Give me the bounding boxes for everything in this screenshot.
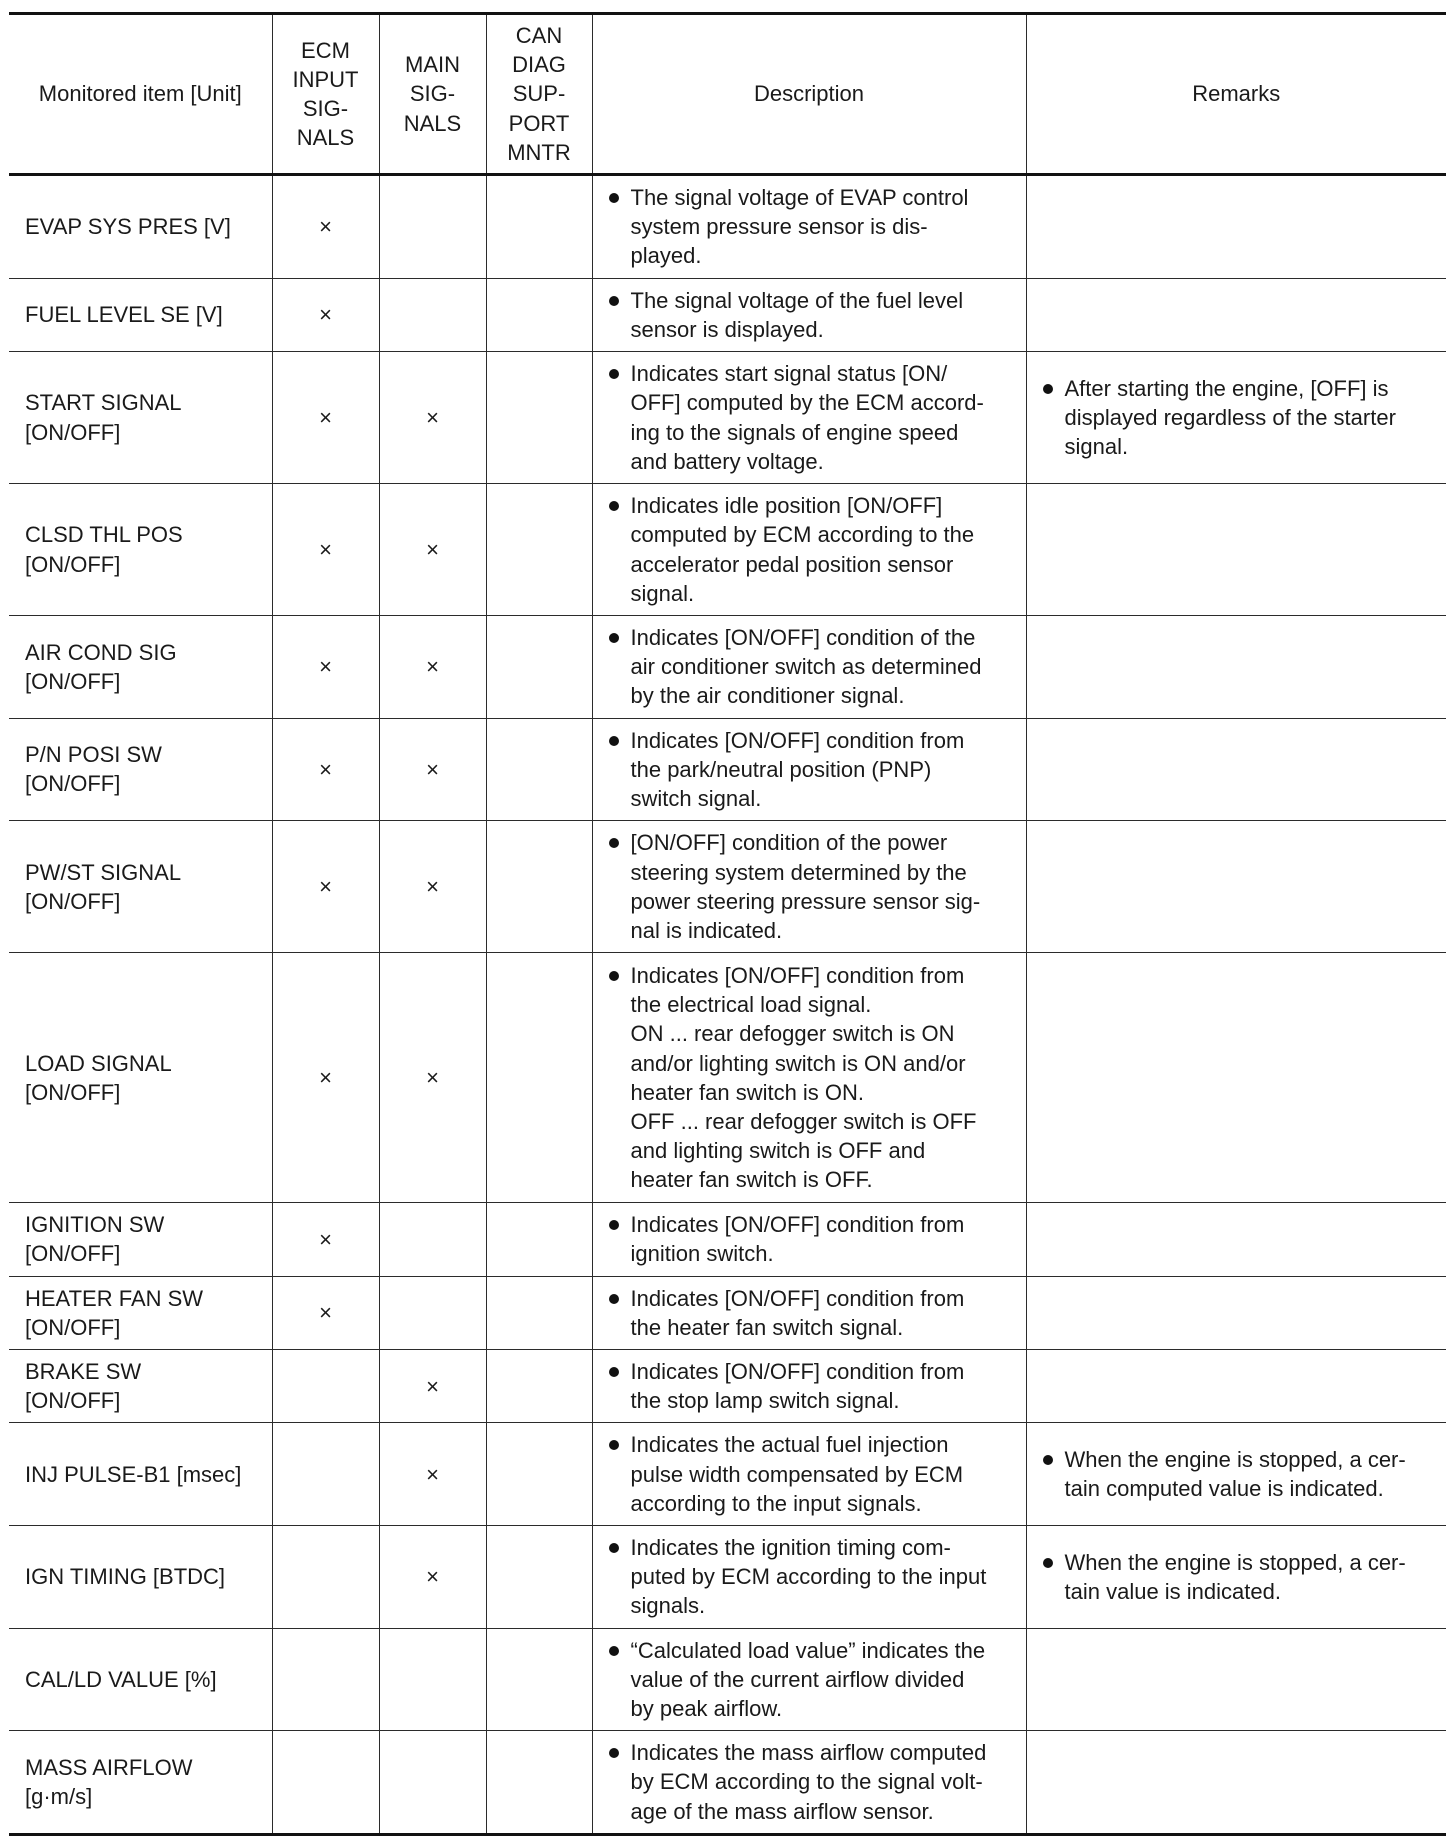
ecm-input-mark: × <box>272 352 379 484</box>
description-cell-text: Indicates the actual fuel injection pulse width compensated by ECM according to the input signals. <box>630 1432 964 1516</box>
description-cell <box>592 484 1026 616</box>
ecm-input-mark: × <box>272 616 379 719</box>
main-signals-mark: × <box>379 352 486 484</box>
remarks-cell-text: After starting the engine, [OFF] is displayed regardless of the starter signal. <box>1064 375 1396 460</box>
description-cell <box>592 278 1026 351</box>
description-cell-text: “Calculated load value” indicates the value of the current airflow divided by peak airflow. <box>630 1637 986 1722</box>
main-signals-mark <box>379 1276 486 1349</box>
table-row <box>9 484 1446 616</box>
monitored-item-cell: INJ PULSE-B1 [msec] <box>9 1423 272 1526</box>
header-ecm-input-signals: ECM INPUT SIG- NALS <box>272 14 379 175</box>
main-signals-mark: × <box>379 821 486 953</box>
ecm-input-mark <box>272 1350 379 1423</box>
bullet-item <box>607 828 1016 945</box>
header-can-diag-support-mntr: CAN DIAG SUP- PORT MNTR <box>486 14 592 175</box>
remarks-cell <box>1026 1731 1446 1835</box>
table-row <box>9 352 1446 484</box>
main-signals-mark: × <box>379 484 486 616</box>
bullet-item <box>607 1210 1016 1268</box>
description-cell-text: Indicates [ON/OFF] condition from the heater fan switch signal. <box>630 1285 965 1340</box>
monitored-item-cell: CLSD THL POS [ON/OFF] <box>9 484 272 616</box>
description-cell <box>592 718 1026 821</box>
table-row <box>9 616 1446 719</box>
monitored-item-cell: MASS AIRFLOW [g·m/s] <box>9 1731 272 1835</box>
remarks-cell <box>1026 1526 1446 1629</box>
header-monitored-item: Monitored item [Unit] <box>9 14 272 175</box>
monitor-items-table <box>9 12 1446 1836</box>
ecm-input-mark: × <box>272 278 379 351</box>
remarks-cell <box>1026 175 1446 279</box>
can-diag-mark <box>486 1203 592 1276</box>
table-row <box>9 1423 1446 1526</box>
main-signals-mark <box>379 1203 486 1276</box>
bullet-item <box>607 1284 1016 1342</box>
bullet-icon <box>609 369 619 379</box>
ecm-input-mark <box>272 1628 379 1731</box>
monitored-item-cell: CAL/LD VALUE [%] <box>9 1628 272 1731</box>
monitored-item-cell: AIR COND SIG [ON/OFF] <box>9 616 272 719</box>
table-row <box>9 175 1446 279</box>
description-cell-text: Indicates [ON/OFF] condition of the air conditioner switch as determined by the air conditioner signal. <box>630 625 982 709</box>
monitored-item-cell: BRAKE SW [ON/OFF] <box>9 1350 272 1423</box>
description-cell <box>592 821 1026 953</box>
can-diag-mark <box>486 1628 592 1731</box>
main-signals-mark: × <box>379 1423 486 1526</box>
can-diag-mark <box>486 1731 592 1835</box>
monitored-item-cell: PW/ST SIGNAL [ON/OFF] <box>9 821 272 953</box>
main-signals-mark: × <box>379 953 486 1203</box>
bullet-item <box>607 286 1016 344</box>
remarks-cell <box>1026 821 1446 953</box>
can-diag-mark <box>486 484 592 616</box>
ecm-input-mark: × <box>272 175 379 279</box>
main-signals-mark <box>379 1731 486 1835</box>
remarks-cell-text: When the engine is stopped, a cer- tain computed value is indicated. <box>1064 1447 1406 1502</box>
description-cell-text: Indicates the ignition timing com- puted by ECM according to the input signals. <box>630 1535 987 1619</box>
ecm-input-mark: × <box>272 1276 379 1349</box>
table-body <box>9 175 1446 1835</box>
monitored-item-cell: IGN TIMING [BTDC] <box>9 1526 272 1629</box>
header-row <box>9 14 1446 175</box>
ecm-input-mark: × <box>272 484 379 616</box>
description-cell-text: Indicates idle position [ON/OFF] computed by ECM according to the accelerator pedal position sensor signal. <box>630 493 975 606</box>
description-cell <box>592 1203 1026 1276</box>
can-diag-mark <box>486 821 592 953</box>
bullet-icon <box>609 1646 619 1656</box>
description-cell <box>592 1423 1026 1526</box>
bullet-icon <box>609 1220 619 1230</box>
description-cell-text: Indicates [ON/OFF] condition from the electrical load signal. ON ... rear defogger switch is ON and/or lighting switch is ON and/or heater fan switch is ON. OFF ... rear defogger switch is OFF and lighting switch is OFF and heater fan switch is OFF. <box>630 962 977 1193</box>
monitored-item-cell: IGNITION SW [ON/OFF] <box>9 1203 272 1276</box>
description-cell-text: The signal voltage of the fuel level sensor is displayed. <box>630 287 964 342</box>
remarks-cell-text: When the engine is stopped, a cer- tain value is indicated. <box>1064 1549 1406 1604</box>
table-row <box>9 1628 1446 1731</box>
description-cell <box>592 175 1026 279</box>
table-row <box>9 718 1446 821</box>
bullet-item <box>607 726 1016 814</box>
header-description: Description <box>592 14 1026 175</box>
description-cell-text: Indicates [ON/OFF] condition from ignition switch. <box>630 1212 965 1267</box>
header-main-signals: MAIN SIG- NALS <box>379 14 486 175</box>
bullet-icon <box>609 296 619 306</box>
description-cell-text: Indicates [ON/OFF] condition from the park/neutral position (PNP) switch signal. <box>630 727 965 812</box>
bullet-icon <box>609 633 619 643</box>
remarks-cell <box>1026 953 1446 1203</box>
can-diag-mark <box>486 718 592 821</box>
description-cell <box>592 953 1026 1203</box>
description-cell <box>592 616 1026 719</box>
description-cell <box>592 1276 1026 1349</box>
monitored-item-cell: P/N POSI SW [ON/OFF] <box>9 718 272 821</box>
table-row <box>9 1276 1446 1349</box>
table-row <box>9 278 1446 351</box>
bullet-item <box>1041 1445 1437 1503</box>
bullet-item <box>607 1636 1016 1724</box>
bullet-item <box>607 1357 1016 1415</box>
table-row <box>9 1350 1446 1423</box>
can-diag-mark <box>486 953 592 1203</box>
description-cell <box>592 1350 1026 1423</box>
ecm-input-mark: × <box>272 821 379 953</box>
remarks-cell <box>1026 1350 1446 1423</box>
ecm-input-mark <box>272 1526 379 1629</box>
bullet-icon <box>609 1748 619 1758</box>
remarks-cell <box>1026 616 1446 719</box>
bullet-icon <box>609 1440 619 1450</box>
table-row <box>9 1526 1446 1629</box>
monitored-item-cell: START SIGNAL [ON/OFF] <box>9 352 272 484</box>
description-cell <box>592 1526 1026 1629</box>
bullet-item <box>1041 1548 1437 1606</box>
description-cell-text: Indicates start signal status [ON/ OFF] computed by the ECM accord- ing to the signals of engine speed and battery voltage. <box>630 361 984 474</box>
can-diag-mark <box>486 1526 592 1629</box>
main-signals-mark: × <box>379 616 486 719</box>
description-cell-text: The signal voltage of EVAP control system pressure sensor is dis- played. <box>630 185 969 269</box>
remarks-cell <box>1026 484 1446 616</box>
bullet-icon <box>609 971 619 981</box>
remarks-cell <box>1026 352 1446 484</box>
bullet-icon <box>609 1543 619 1553</box>
can-diag-mark <box>486 1350 592 1423</box>
remarks-cell <box>1026 1628 1446 1731</box>
description-cell-text: Indicates [ON/OFF] condition from the stop lamp switch signal. <box>630 1359 965 1414</box>
ecm-input-mark: × <box>272 718 379 821</box>
can-diag-mark <box>486 175 592 279</box>
ecm-input-mark <box>272 1423 379 1526</box>
can-diag-mark <box>486 352 592 484</box>
description-cell <box>592 1628 1026 1731</box>
bullet-item <box>607 359 1016 476</box>
bullet-icon <box>1043 1455 1053 1465</box>
remarks-cell <box>1026 718 1446 821</box>
bullet-icon <box>1043 384 1053 394</box>
monitored-item-cell: FUEL LEVEL SE [V] <box>9 278 272 351</box>
remarks-cell <box>1026 1203 1446 1276</box>
table-row <box>9 1731 1446 1835</box>
description-cell-text: Indicates the mass airflow computed by ECM according to the signal volt- age of the mass airflow sensor. <box>630 1740 987 1824</box>
can-diag-mark <box>486 1423 592 1526</box>
bullet-item <box>607 183 1016 271</box>
main-signals-mark <box>379 175 486 279</box>
table-row <box>9 1203 1446 1276</box>
bullet-icon <box>609 193 619 203</box>
main-signals-mark <box>379 1628 486 1731</box>
monitored-item-cell: LOAD SIGNAL [ON/OFF] <box>9 953 272 1203</box>
main-signals-mark <box>379 278 486 351</box>
bullet-item <box>607 491 1016 608</box>
monitored-item-cell: HEATER FAN SW [ON/OFF] <box>9 1276 272 1349</box>
bullet-icon <box>609 501 619 511</box>
bullet-icon <box>609 1294 619 1304</box>
bullet-icon <box>609 838 619 848</box>
bullet-item <box>607 1430 1016 1518</box>
can-diag-mark <box>486 1276 592 1349</box>
header-remarks: Remarks <box>1026 14 1446 175</box>
remarks-cell <box>1026 1276 1446 1349</box>
bullet-item <box>607 623 1016 711</box>
can-diag-mark <box>486 278 592 351</box>
can-diag-mark <box>486 616 592 719</box>
ecm-input-mark: × <box>272 1203 379 1276</box>
remarks-cell <box>1026 278 1446 351</box>
description-cell-text: [ON/OFF] condition of the power steering system determined by the power steering pressure sensor sig- nal is indicated. <box>630 830 981 943</box>
ecm-input-mark: × <box>272 953 379 1203</box>
bullet-item <box>607 961 1016 1195</box>
main-signals-mark: × <box>379 1350 486 1423</box>
main-signals-mark: × <box>379 718 486 821</box>
monitored-item-cell: EVAP SYS PRES [V] <box>9 175 272 279</box>
main-signals-mark: × <box>379 1526 486 1629</box>
bullet-icon <box>1043 1558 1053 1568</box>
bullet-item <box>607 1533 1016 1621</box>
description-cell <box>592 352 1026 484</box>
description-cell <box>592 1731 1026 1835</box>
table-row <box>9 953 1446 1203</box>
bullet-icon <box>609 736 619 746</box>
bullet-item <box>607 1738 1016 1826</box>
table-row <box>9 821 1446 953</box>
ecm-input-mark <box>272 1731 379 1835</box>
remarks-cell <box>1026 1423 1446 1526</box>
bullet-item <box>1041 374 1437 462</box>
bullet-icon <box>609 1367 619 1377</box>
